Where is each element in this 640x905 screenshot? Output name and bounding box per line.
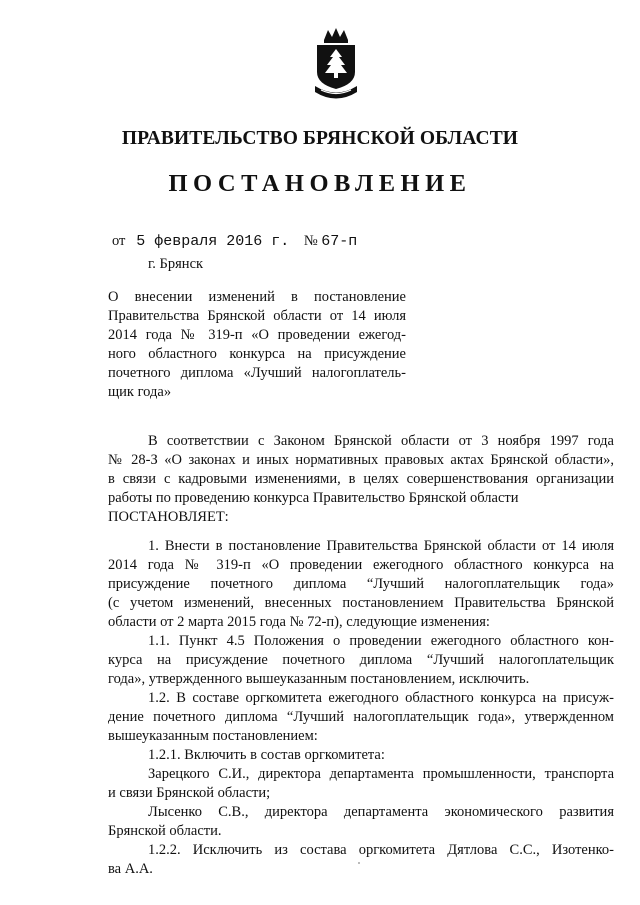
number-label: № — [303, 233, 318, 249]
body-line: 1.2.2. Исключить из состава оргкомитета Дятлова С.С., Изотенко- — [148, 842, 614, 858]
body-line: дение почетного диплома “Лучший налогоплательщик года», утвержденном — [108, 709, 614, 725]
body-line: присуждение почетного диплома “Лучший налогоплательщик года» — [108, 576, 614, 592]
paragraph-gap — [108, 527, 614, 537]
decree-body — [108, 432, 614, 879]
subject-line: щик года» — [108, 384, 172, 400]
body-line: Лысенко С.В., директора департамента экономического развития — [148, 804, 614, 820]
decree-city: г. Брянск — [148, 256, 204, 272]
body-line: 1.1. Пункт 4.5 Положения о проведении ежегодного областного кон- — [148, 633, 614, 649]
subject-line: почетного диплома «Лучший налогоплатель- — [108, 365, 406, 381]
body-line: № 28-З «О законах и иных нормативных правовых актах Брянской области», — [108, 452, 614, 468]
body-line: курса на присуждение почетного диплома “Лучший налогоплательщик — [108, 652, 614, 668]
body-line: Брянской области. — [108, 823, 222, 839]
body-line: (с учетом изменений, внесенных постановлением Правительства Брянской — [108, 595, 614, 611]
body-line: 1. Внести в постановление Правительства Брянской области от 14 июля — [148, 538, 614, 554]
decree-dateline — [112, 233, 357, 250]
decree-date: 5 февраля 2016 г. — [136, 233, 290, 250]
decree-number: 67-п — [321, 233, 358, 250]
body-line: ПОСТАНОВЛЯЕТ: — [108, 509, 229, 525]
body-line: вышеуказанным постановлением: — [108, 728, 318, 744]
bryansk-coat-of-arms-emblem — [309, 26, 363, 104]
body-line: 2014 года № 319-п «О проведении ежегодного областного конкурса на — [108, 557, 614, 573]
subject-line: ного областного конкурса на присуждение — [108, 346, 406, 362]
decree-subject — [108, 288, 406, 402]
body-line: 1.2.1. Включить в состав оргкомитета: — [148, 747, 385, 763]
scan-speck — [358, 862, 360, 864]
date-prefix: от — [112, 233, 126, 249]
body-line: ва А.А. — [108, 861, 153, 877]
body-line: в связи с кадровыми изменениями, в целях совершенствования организации — [108, 471, 614, 487]
body-line: Зарецкого С.И., директора департамента промышленности, транспорта — [148, 766, 614, 782]
body-line: 1.2. В составе оргкомитета ежегодного областного конкурса на присуж- — [148, 690, 614, 706]
body-line: В соответствии с Законом Брянской области от 3 ноября 1997 года — [148, 433, 614, 449]
subject-line: 2014 года № 319-п «О проведении ежегод- — [108, 327, 406, 343]
body-line: области от 2 марта 2015 года № 72-п), следующие изменения: — [108, 614, 490, 630]
body-line: работы по проведению конкурса Правительство Брянской области — [108, 490, 519, 506]
subject-line: Правительства Брянской области от 14 июля — [108, 308, 406, 324]
subject-line: О внесении изменений в постановление — [108, 289, 406, 305]
body-line: и связи Брянской области; — [108, 785, 271, 801]
decree-title: ПОСТАНОВЛЕНИЕ — [168, 170, 472, 197]
government-name: ПРАВИТЕЛЬСТВО БРЯНСКОЙ ОБЛАСТИ — [121, 128, 519, 149]
body-line: года», утвержденного вышеуказанным постановлением, исключить. — [108, 671, 530, 687]
